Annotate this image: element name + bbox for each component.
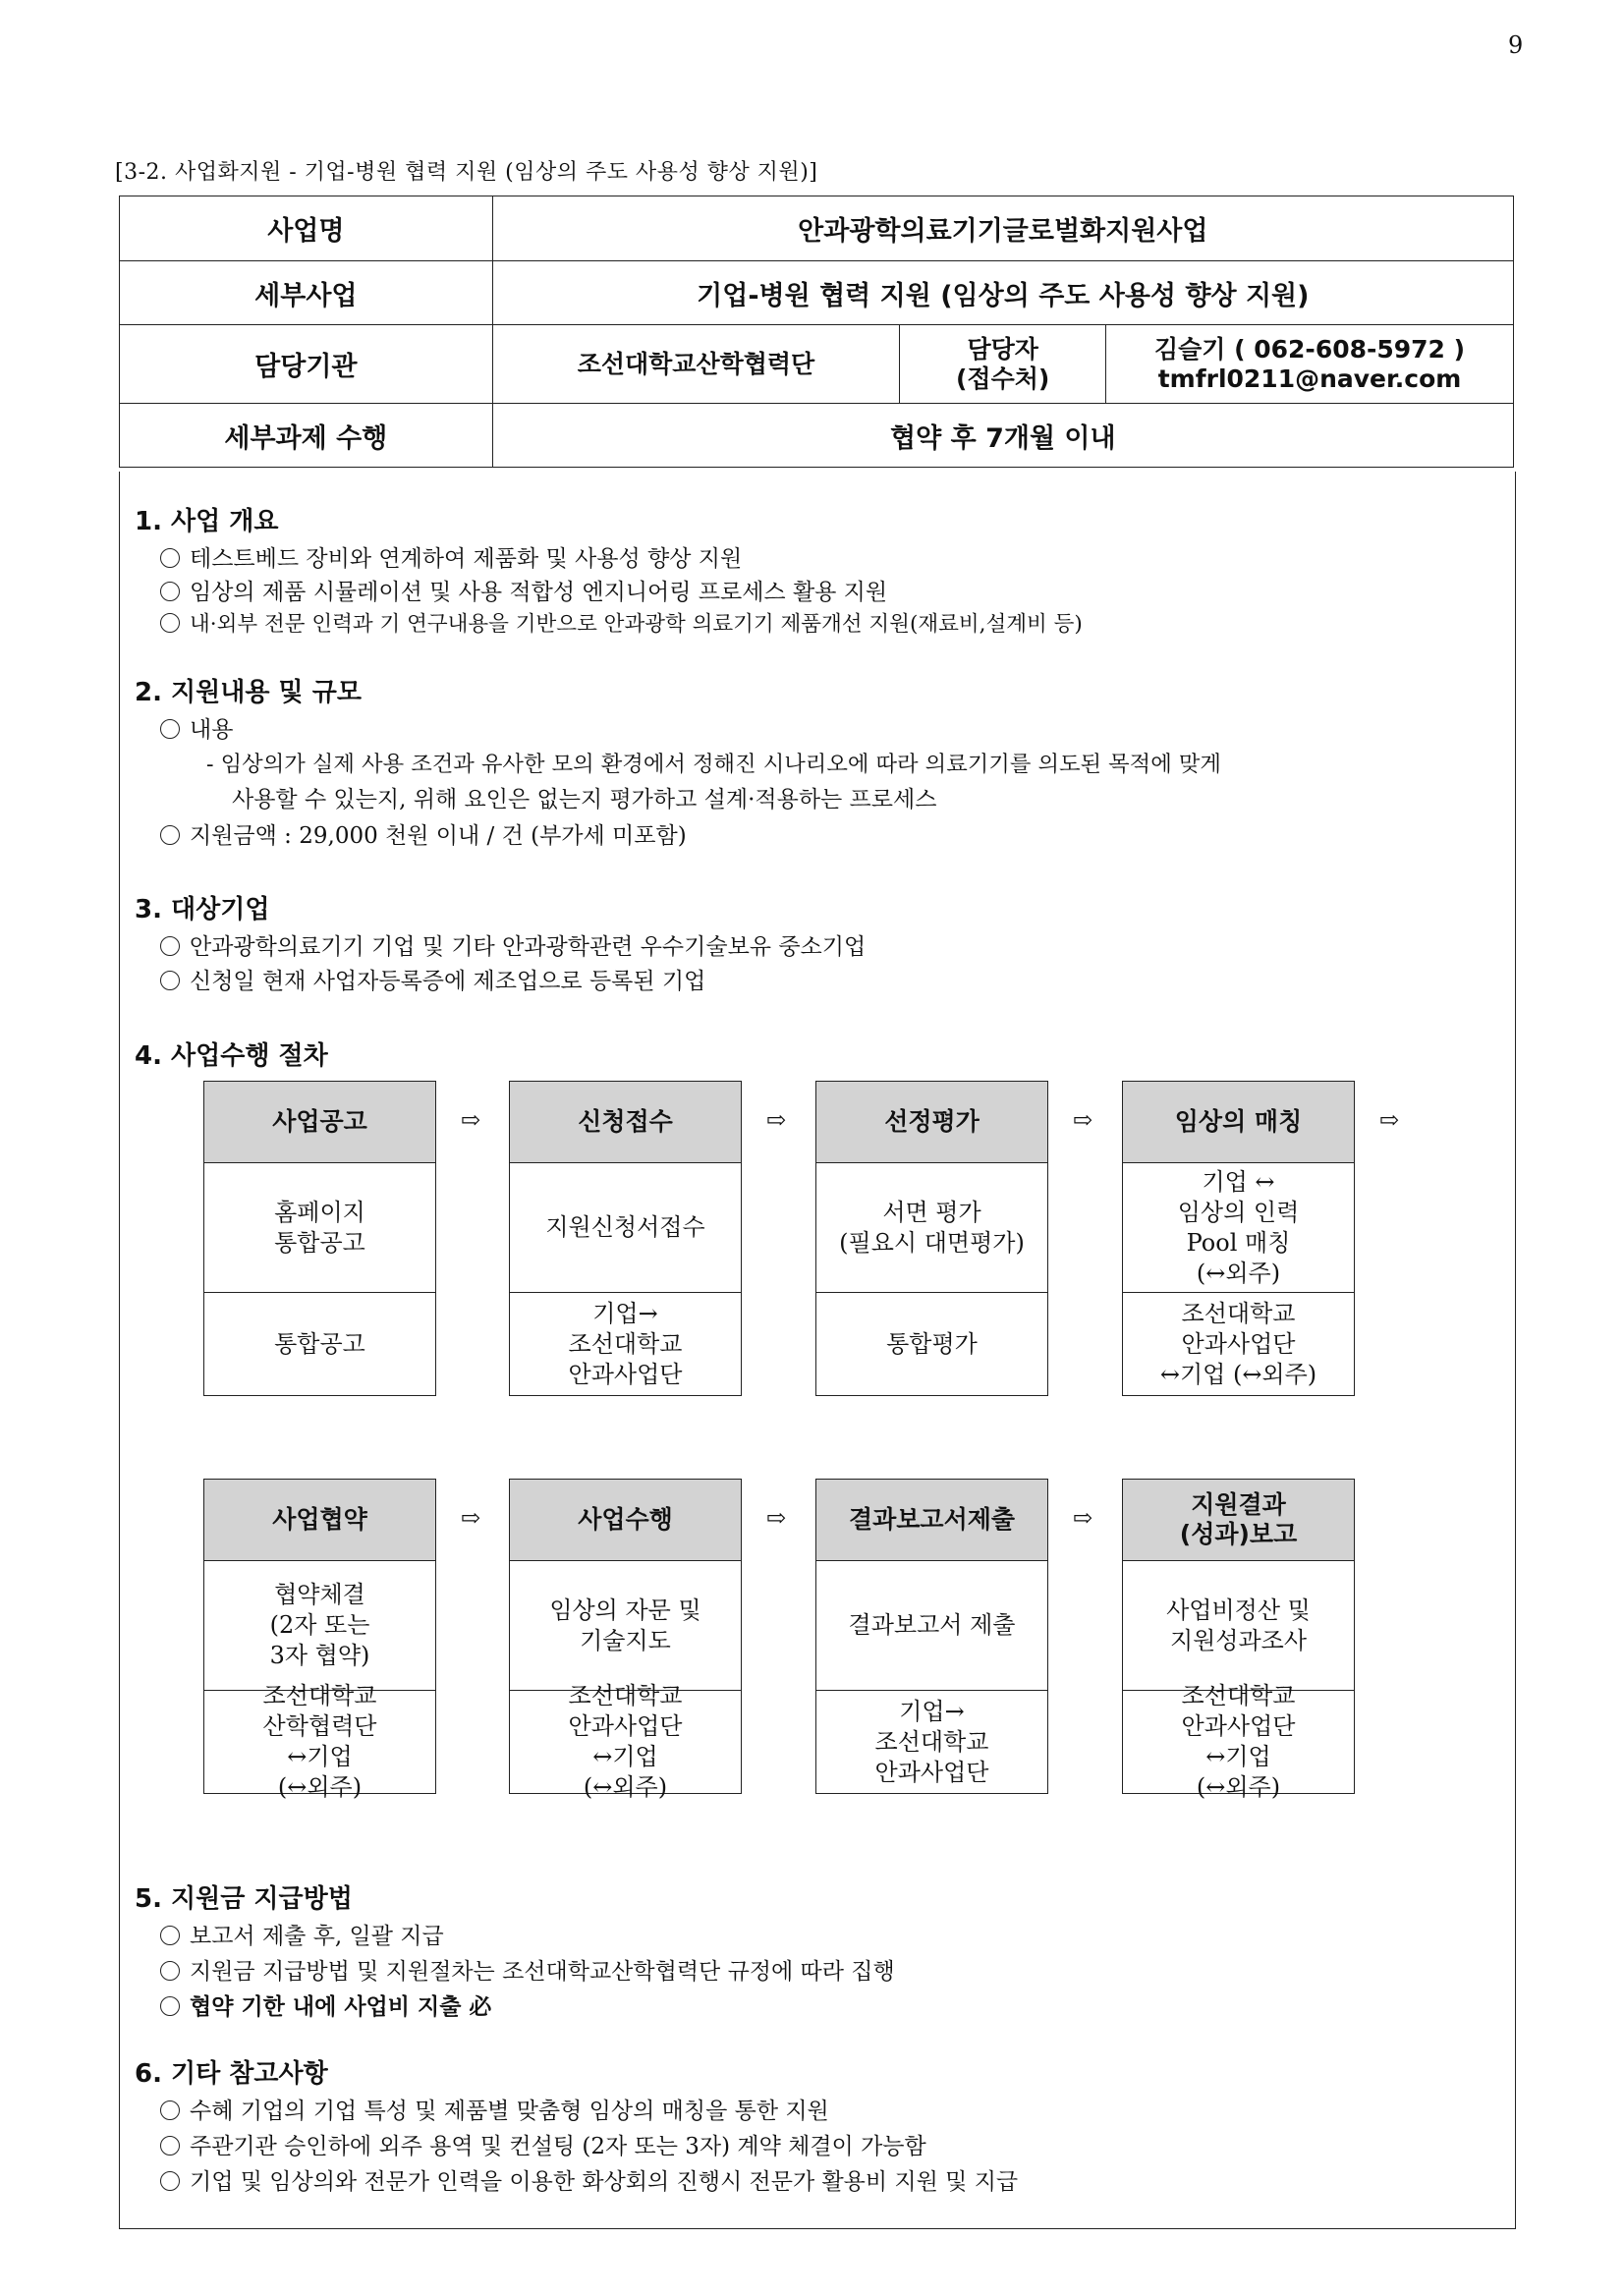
procedure-step-actor: 통합평가 — [886, 1329, 978, 1358]
circle-bullet-icon — [160, 1926, 180, 1945]
subproject-value: 기업-병원 협력 지원 (임상의 주도 사용성 향상 지원) — [492, 261, 1513, 325]
duration-label: 세부과제 수행 — [120, 404, 493, 468]
flow-arrow-icon: ⇨ — [766, 1106, 787, 1134]
contact-name-phone: 김슬기 ( 062-608-5972 ) — [1153, 334, 1466, 364]
project-name-label: 사업명 — [120, 196, 493, 261]
circle-bullet-icon — [160, 1961, 180, 1981]
agency-value: 조선대학교산학협력단 — [492, 325, 900, 404]
circle-bullet-icon — [160, 936, 180, 956]
section-title-support: 2. 지원내용 및 규모 — [135, 678, 362, 707]
section-title-procedure: 4. 사업수행 절차 — [135, 1041, 328, 1071]
procedure-step-description: 임상의 자문 및 기술지도 — [510, 1561, 741, 1691]
procedure-step-box — [815, 1081, 1048, 1396]
list-item: 내·외부 전문 인력과 기 연구내용을 기반으로 안과광학 의료기기 제품개선 지원(재료비,설계비 등) — [160, 607, 1083, 638]
list-item: 안과광학의료기기 기업 및 기타 안과광학관련 우수기술보유 중소기업 — [160, 928, 866, 961]
detail-text: - 임상의가 실제 사용 조건과 유사한 모의 환경에서 정해진 시나리오에 따라 의료기기를 의도된 목적에 맞게 — [206, 752, 1221, 777]
procedure-step-box — [203, 1081, 436, 1396]
page-number: 9 — [1508, 31, 1524, 59]
flow-arrow-icon: ⇨ — [1379, 1106, 1400, 1134]
contact-email: tmfrl0211@naver.com — [1157, 364, 1462, 393]
list-item: 보고서 제출 후, 일괄 지급 — [160, 1918, 444, 1950]
procedure-step-title: 지원결과 (성과)보고 — [1123, 1480, 1354, 1561]
list-item: 지원금액 : 29,000 천원 이내 / 건 (부가세 미포함) — [160, 817, 687, 850]
circle-bullet-icon — [160, 548, 180, 568]
contact-value — [1106, 325, 1514, 404]
procedure-step-description: 지원신청서접수 — [510, 1163, 741, 1293]
circle-bullet-icon — [160, 613, 180, 633]
subproject-label: 세부사업 — [120, 261, 493, 325]
table-row — [120, 325, 1514, 404]
circle-bullet-icon — [160, 971, 180, 990]
list-item: 기업 및 임상의와 전문가 인력을 이용한 화상회의 진행시 전문가 활용비 지원 및 지급 — [160, 2163, 1018, 2196]
section-title-notes: 6. 기타 참고사항 — [135, 2059, 328, 2089]
procedure-step-description: 홈페이지 통합공고 — [204, 1163, 435, 1293]
flow-arrow-icon: ⇨ — [766, 1504, 787, 1532]
table-row — [120, 196, 1514, 261]
section-title-overview: 1. 사업 개요 — [135, 507, 279, 536]
list-item: 협약 기한 내에 사업비 지출 必 — [160, 1988, 491, 2021]
procedure-step-actor: 기업→ 조선대학교 안과사업단 — [874, 1697, 989, 1786]
circle-bullet-icon — [160, 719, 180, 739]
procedure-step-box — [1122, 1479, 1355, 1801]
procedure-step-title: 사업협약 — [204, 1480, 435, 1561]
list-item: 임상의 제품 시뮬레이션 및 사용 적합성 엔지니어링 프로세스 활용 지원 — [160, 574, 887, 606]
circle-bullet-icon — [160, 2136, 180, 2156]
procedure-step-title: 선정평가 — [816, 1082, 1047, 1163]
list-item: 신청일 현재 사업자등록증에 제조업으로 등록된 기업 — [160, 963, 705, 995]
contact-label — [900, 325, 1106, 404]
table-row — [120, 261, 1514, 325]
procedure-step-actor: 기업→ 조선대학교 안과사업단 — [568, 1299, 683, 1388]
flow-arrow-icon: ⇨ — [1073, 1106, 1093, 1134]
agency-label: 담당기관 — [120, 325, 493, 404]
circle-bullet-icon — [160, 2171, 180, 2191]
list-item: 테스트베드 장비와 연계하여 제품화 및 사용성 향상 지원 — [160, 540, 742, 573]
table-row — [120, 404, 1514, 468]
procedure-step-title: 사업공고 — [204, 1082, 435, 1163]
list-item: 수혜 기업의 기업 특성 및 제품별 맞춤형 임상의 매칭을 통한 지원 — [160, 2093, 829, 2125]
procedure-step-title: 신청접수 — [510, 1082, 741, 1163]
project-name-value: 안과광학의료기기글로벌화지원사업 — [492, 196, 1513, 261]
flow-arrow-icon: ⇨ — [461, 1504, 481, 1532]
flow-arrow-icon: ⇨ — [1073, 1504, 1093, 1532]
project-info-table — [119, 196, 1514, 468]
flow-arrow-icon: ⇨ — [461, 1106, 481, 1134]
procedure-step-box — [509, 1081, 742, 1396]
procedure-step-box — [1122, 1081, 1355, 1396]
procedure-step-actor: 조선대학교 안과사업단 ↔기업 (↔외주) — [568, 1682, 683, 1801]
procedure-step-actor: 조선대학교 안과사업단 ↔기업 (↔외주) — [1159, 1299, 1317, 1388]
procedure-step-description: 기업 ↔ 임상의 인력 Pool 매칭 (↔외주) — [1123, 1163, 1354, 1293]
circle-bullet-icon — [160, 825, 180, 845]
contact-label-line1: 담당자 — [967, 334, 1038, 364]
procedure-step-title: 사업수행 — [510, 1480, 741, 1561]
procedure-step-box — [509, 1479, 742, 1801]
procedure-step-description: 사업비정산 및 지원성과조사 — [1123, 1561, 1354, 1691]
duration-value: 협약 후 7개월 이내 — [492, 404, 1513, 468]
procedure-step-actor: 통합공고 — [274, 1329, 365, 1358]
section-title-payment: 5. 지원금 지급방법 — [135, 1884, 353, 1914]
procedure-step-actor: 조선대학교 산학협력단 ↔기업 (↔외주) — [262, 1682, 377, 1801]
section-title-target: 3. 대상기업 — [135, 895, 270, 924]
table-caption: [3-2. 사업화지원 - 기업-병원 협력 지원 (임상의 주도 사용성 향상 지원)] — [115, 160, 818, 185]
circle-bullet-icon — [160, 1996, 180, 2016]
detail-text: 사용할 수 있는지, 위해 요인은 없는지 평가하고 설계·적용하는 프로세스 — [232, 787, 937, 812]
circle-bullet-icon — [160, 582, 180, 601]
procedure-step-box — [815, 1479, 1048, 1794]
list-item: 지원금 지급방법 및 지원절차는 조선대학교산학협력단 규정에 따라 집행 — [160, 1953, 895, 1986]
procedure-step-description: 결과보고서 제출 — [816, 1561, 1047, 1691]
procedure-step-title: 임상의 매칭 — [1123, 1082, 1354, 1163]
procedure-step-title: 결과보고서제출 — [816, 1480, 1047, 1561]
list-item: 내용 — [160, 711, 233, 744]
list-item: 주관기관 승인하에 외주 용역 및 컨설팅 (2자 또는 3자) 계약 체결이 가능함 — [160, 2128, 926, 2160]
procedure-step-description: 협약체결 (2자 또는 3자 협약) — [204, 1561, 435, 1691]
procedure-step-box — [203, 1479, 436, 1801]
circle-bullet-icon — [160, 2100, 180, 2120]
procedure-step-description: 서면 평가 (필요시 대면평가) — [816, 1163, 1047, 1293]
procedure-step-actor: 조선대학교 안과사업단 ↔기업 (↔외주) — [1181, 1682, 1296, 1801]
contact-label-line2: (접수처) — [956, 364, 1050, 393]
